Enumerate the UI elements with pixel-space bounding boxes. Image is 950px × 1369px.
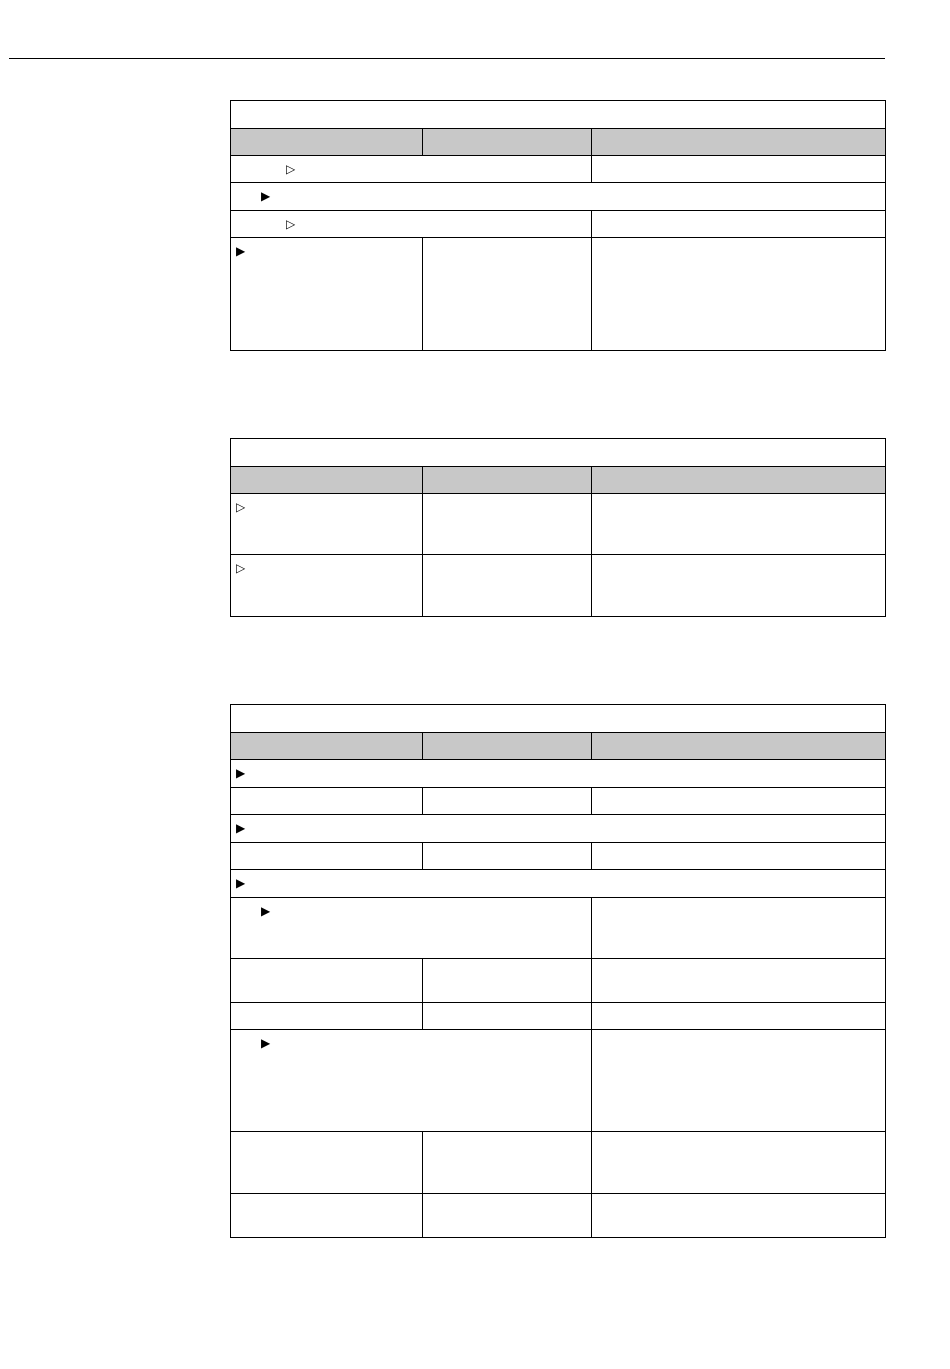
menu-table-2	[230, 438, 886, 617]
options-cell	[423, 843, 592, 870]
description-cell	[592, 1030, 886, 1132]
description-cell	[592, 1003, 886, 1030]
function-cell	[231, 959, 423, 1003]
function-cell	[231, 843, 423, 870]
column-header	[231, 733, 423, 760]
table-row	[231, 815, 886, 843]
header-rule	[9, 58, 885, 59]
table-row	[231, 555, 886, 617]
column-header	[231, 129, 423, 156]
menu-path-cell	[231, 211, 592, 238]
menu-path-cell	[231, 815, 886, 843]
table-row	[231, 760, 886, 788]
description-cell	[592, 156, 886, 183]
table-title-row	[231, 101, 886, 129]
table-title-row	[231, 439, 886, 467]
function-cell	[231, 238, 423, 351]
table-row	[231, 959, 886, 1003]
options-cell	[423, 788, 592, 815]
table-row	[231, 156, 886, 183]
menu-table-1	[230, 100, 886, 351]
filled-triangle-icon: ▶	[261, 189, 271, 203]
options-cell	[423, 1003, 592, 1030]
filled-triangle-icon: ▶	[236, 821, 246, 835]
column-header	[423, 467, 592, 494]
options-cell	[423, 1132, 592, 1194]
open-triangle-icon: ▷	[236, 500, 246, 514]
table-title	[231, 101, 886, 129]
description-cell	[592, 959, 886, 1003]
function-cell	[231, 1132, 423, 1194]
open-triangle-icon: ▷	[286, 162, 296, 176]
table-row	[231, 1003, 886, 1030]
table-row	[231, 211, 886, 238]
description-cell	[592, 898, 886, 959]
description-cell	[592, 555, 886, 617]
table-row	[231, 898, 886, 959]
filled-triangle-icon: ▶	[261, 1036, 271, 1050]
column-header	[592, 733, 886, 760]
function-cell	[231, 1194, 423, 1238]
column-header	[423, 733, 592, 760]
table-header-row	[231, 733, 886, 760]
filled-triangle-icon: ▶	[236, 876, 246, 890]
filled-triangle-icon: ▶	[236, 766, 246, 780]
menu-path-cell	[231, 870, 886, 898]
table-row	[231, 238, 886, 351]
table-row	[231, 183, 886, 211]
table-title-row	[231, 705, 886, 733]
table-row	[231, 1030, 886, 1132]
description-cell	[592, 211, 886, 238]
table-row	[231, 1194, 886, 1238]
filled-triangle-icon: ▶	[236, 244, 246, 258]
description-cell	[592, 843, 886, 870]
function-cell	[231, 788, 423, 815]
open-triangle-icon: ▷	[236, 561, 246, 575]
options-cell	[423, 1194, 592, 1238]
column-header	[423, 129, 592, 156]
menu-path-cell	[231, 760, 886, 788]
table-title	[231, 439, 886, 467]
table-header-row	[231, 467, 886, 494]
options-cell	[423, 494, 592, 555]
column-header	[231, 467, 423, 494]
menu-table-3	[230, 704, 886, 1238]
menu-path-cell	[231, 898, 592, 959]
description-cell	[592, 788, 886, 815]
description-cell	[592, 238, 886, 351]
table-row	[231, 1132, 886, 1194]
function-cell	[231, 555, 423, 617]
menu-path-cell	[231, 1030, 592, 1132]
table-row	[231, 870, 886, 898]
open-triangle-icon: ▷	[286, 217, 296, 231]
table-title	[231, 705, 886, 733]
function-cell	[231, 1003, 423, 1030]
description-cell	[592, 494, 886, 555]
description-cell	[592, 1194, 886, 1238]
table-row	[231, 494, 886, 555]
table-row	[231, 788, 886, 815]
function-cell	[231, 494, 423, 555]
table-row	[231, 843, 886, 870]
options-cell	[423, 238, 592, 351]
filled-triangle-icon: ▶	[261, 904, 271, 918]
menu-path-cell	[231, 183, 886, 211]
options-cell	[423, 959, 592, 1003]
options-cell	[423, 555, 592, 617]
column-header	[592, 129, 886, 156]
column-header	[592, 467, 886, 494]
table-header-row	[231, 129, 886, 156]
menu-path-cell	[231, 156, 592, 183]
description-cell	[592, 1132, 886, 1194]
